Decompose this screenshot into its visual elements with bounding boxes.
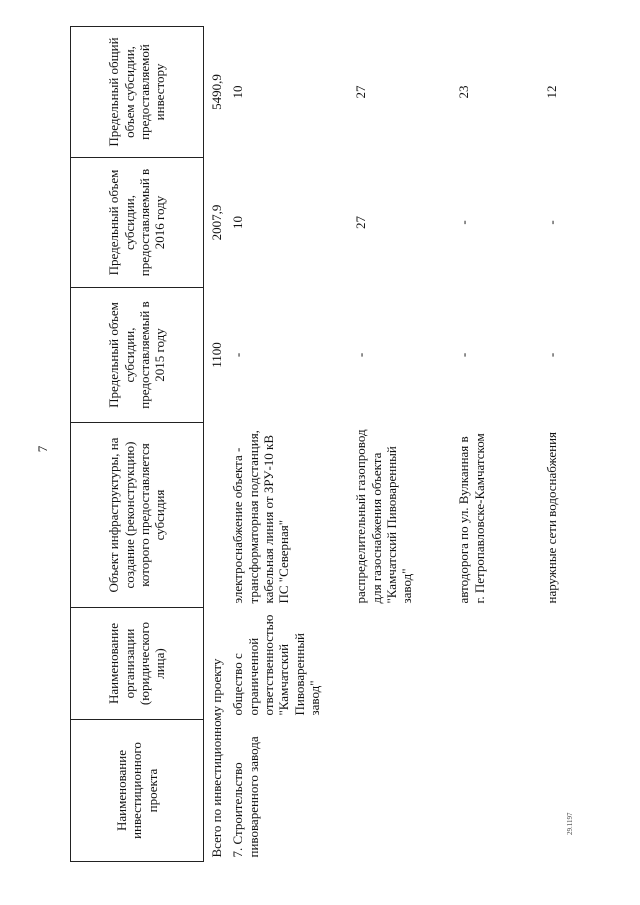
header-2016: Предельный объем субсидии, предоставляемый в 2016 году	[71, 158, 204, 288]
y2016-cell: 27	[353, 216, 369, 229]
total-cell: 10	[230, 85, 246, 99]
organization-cell	[454, 608, 542, 720]
total-cell: 27	[353, 85, 369, 99]
organization-cell: общество с ограниченной ответственностью "Камчатский Пивоваренный завод"	[230, 614, 322, 716]
total-label: Всего по инвестиционному проекту	[209, 658, 224, 858]
project-cell: 7. Строительство пивоваренного завода	[230, 736, 261, 858]
document-code: 29.1197	[566, 812, 574, 835]
page-number: 7	[35, 445, 50, 453]
header-project: Наименование инвестиционного проекта	[71, 720, 204, 862]
y2015-cell: -	[353, 352, 369, 358]
y2015-cell: -	[456, 352, 472, 358]
header-object: Объект инфраструктуры, на создание (реконструкцию) которого предоставляется субсидия	[71, 423, 204, 608]
total-row	[204, 27, 229, 862]
project-cell	[542, 720, 592, 862]
object-cell: распределительный газопровод для газоснабжения объекта "Камчатский Пивоваренный завод"	[353, 429, 415, 604]
object-cell: наружные сети водоснабжения	[544, 431, 560, 604]
y2016-cell: 10	[230, 216, 246, 229]
table-header-row	[71, 27, 204, 862]
y2016-cell: -	[456, 220, 472, 225]
organization-cell	[351, 608, 454, 720]
table-row	[228, 27, 351, 862]
object-cell: электроснабжение объекта - трансформаторная подстанция, кабельная линия от ЗРУ-10 кВ ПС "Северная"	[230, 430, 292, 604]
y2016-cell: -	[544, 220, 560, 225]
project-cell	[454, 720, 542, 862]
total-cell: 12	[544, 85, 560, 99]
y2015-cell: -	[230, 352, 246, 358]
table-row	[542, 27, 592, 862]
total-all: 5490,9	[209, 74, 224, 110]
y2015-cell: -	[544, 352, 560, 358]
subsidy-table	[70, 26, 592, 862]
table-row	[351, 27, 454, 862]
total-cell: 23	[456, 85, 472, 99]
total-2016: 2007,9	[209, 204, 224, 241]
project-cell	[351, 720, 454, 862]
header-2015: Предельный объем субсидии, предоставляемый в 2015 году	[71, 288, 204, 423]
rotated-page	[70, 27, 575, 862]
total-2015: 1100	[209, 342, 224, 368]
header-total: Предельный общий объем субсидии, предоставляемой инвестору	[71, 27, 204, 158]
object-cell: автодорога по ул. Вулканная в г. Петропавловске-Камчатском	[456, 433, 487, 604]
organization-cell	[542, 608, 592, 720]
table-row	[454, 27, 542, 862]
header-organization: Наименование организации (юридического лица)	[71, 608, 204, 720]
